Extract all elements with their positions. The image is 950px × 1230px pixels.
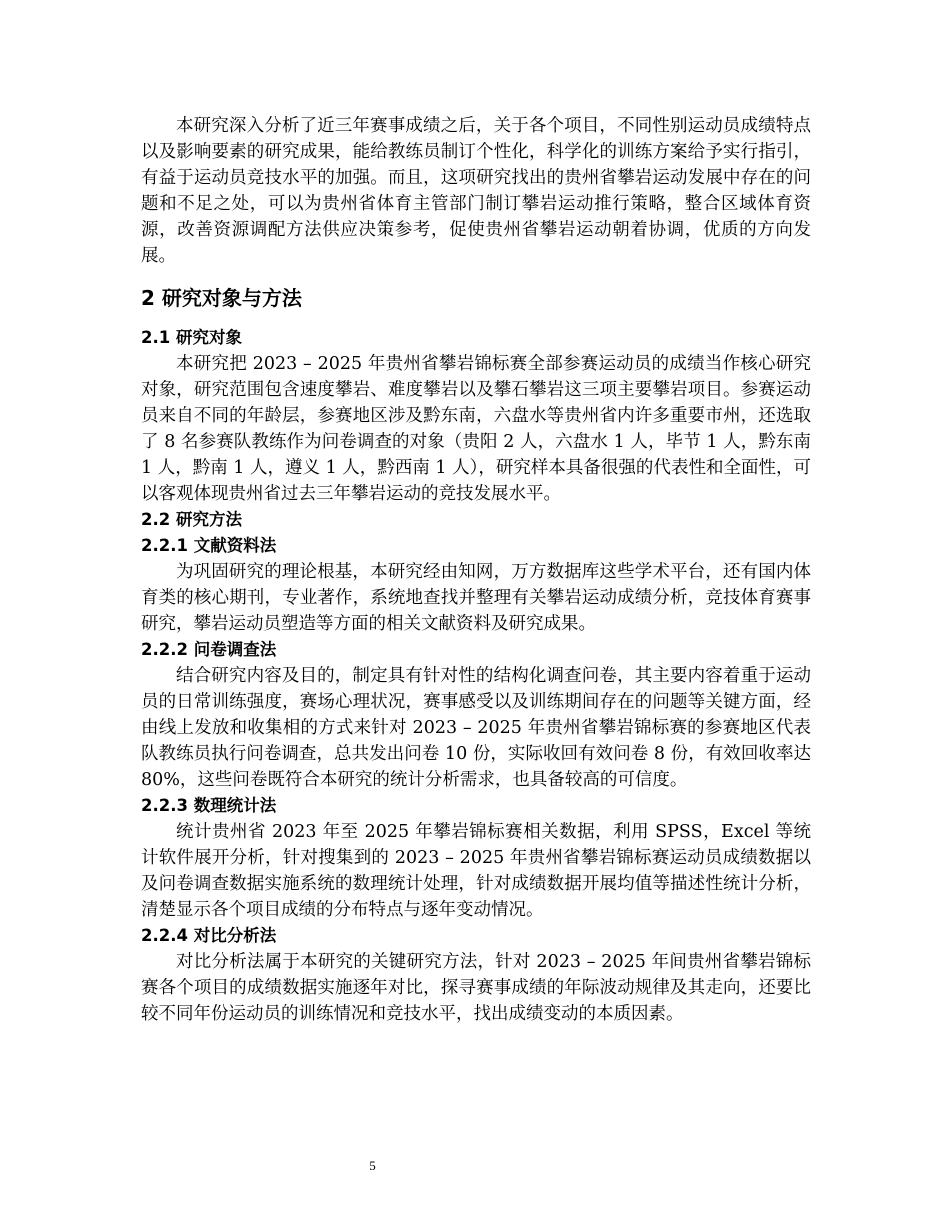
subsection-heading-2-2-3: 2.2.3 数理统计法 — [141, 796, 277, 815]
paragraph-comparison-method: 对比分析法属于本研究的关键研究方法，针对 2023 – 2025 年间贵州省攀岩锦标赛各个项目的成绩数据实施逐年对比，探寻赛事成绩的年际波动规律及其走向，还要比较不同年份运动员的训练情况和竞技水平，找出成绩变动的本质因素。 — [141, 952, 811, 1024]
paragraph-questionnaire-method: 结合研究内容及目的，制定具有针对性的结构化调查问卷，其主要内容着重于运动员的日常训练强度，赛场心理状况，赛事感受以及训练期间存在的问题等关键方面，经由线上发放和收集相的方式来针对 2023 – 2025 年贵州省攀岩锦标赛的参赛地区代表队教练员执行问卷调查，总共发出问卷 10 份，实际收回有效问卷 8 份，有效回收率达 80%，这些问卷既符合本研究的统计分析需求，也具备较高的可信度。 — [141, 666, 811, 790]
subsection-heading-2-2: 2.2 研究方法 — [141, 510, 242, 529]
subsection-heading-2-2-1: 2.2.1 文献资料法 — [141, 536, 277, 555]
subsection-heading-2-2-2: 2.2.2 问卷调查法 — [141, 640, 277, 659]
section-heading-2: 2 研究对象与方法 — [141, 286, 302, 310]
page-content — [141, 113, 811, 1027]
page-number: 5 — [369, 1158, 376, 1173]
subsection-heading-2-1: 2.1 研究对象 — [141, 328, 242, 347]
paragraph-statistics-method: 统计贵州省 2023 年至 2025 年攀岩锦标赛相关数据，利用 SPSS，Excel 等统计软件展开分析，针对搜集到的 2023 – 2025 年贵州省攀岩锦标赛运动员成绩数据以及问卷调查数据实施系统的数理统计处理，针对成绩数据开展均值等描述性统计分析，清楚显示各个项目成绩的分布特点与逐年变动情况。 — [141, 822, 811, 920]
paragraph-research-subjects: 本研究把 2023 – 2025 年贵州省攀岩锦标赛全部参赛运动员的成绩当作核心研究对象，研究范围包含速度攀岩、难度攀岩以及攀石攀岩这三项主要攀岩项目。参赛运动员来自不同的年龄层，参赛地区涉及黔东南，六盘水等贵州省内许多重要市州，还选取了 8 名参赛队教练作为问卷调查的对象（贵阳 2 人，六盘水 1 人，毕节 1 人，黔东南 1 人，黔南 1 人，遵义 1 人，黔西南 1 人），研究样本具备很强的代表性和全面性，可以客观体现贵州省过去三年攀岩运动的竞技发展水平。 — [141, 354, 811, 504]
paragraph-literature-method: 为巩固研究的理论根基，本研究经由知网，万方数据库这些学术平台，还有国内体育类的核心期刊，专业著作，系统地查找并整理有关攀岩运动成绩分析，竞技体育赛事研究，攀岩运动员塑造等方面的相关文献资料及研究成果。 — [141, 562, 811, 634]
subsection-heading-2-2-4: 2.2.4 对比分析法 — [141, 926, 277, 945]
intro-paragraph: 本研究深入分析了近三年赛事成绩之后，关于各个项目，不同性别运动员成绩特点以及影响要素的研究成果，能给教练员制订个性化，科学化的训练方案给予实行指引，有益于运动员竞技水平的加强。而且，这项研究找出的贵州省攀岩运动发展中存在的问题和不足之处，可以为贵州省体育主管部门制订攀岩运动推行策略，整合区域体育资源，改善资源调配方法供应决策参考，促使贵州省攀岩运动朝着协调，优质的方向发展。 — [141, 116, 811, 266]
